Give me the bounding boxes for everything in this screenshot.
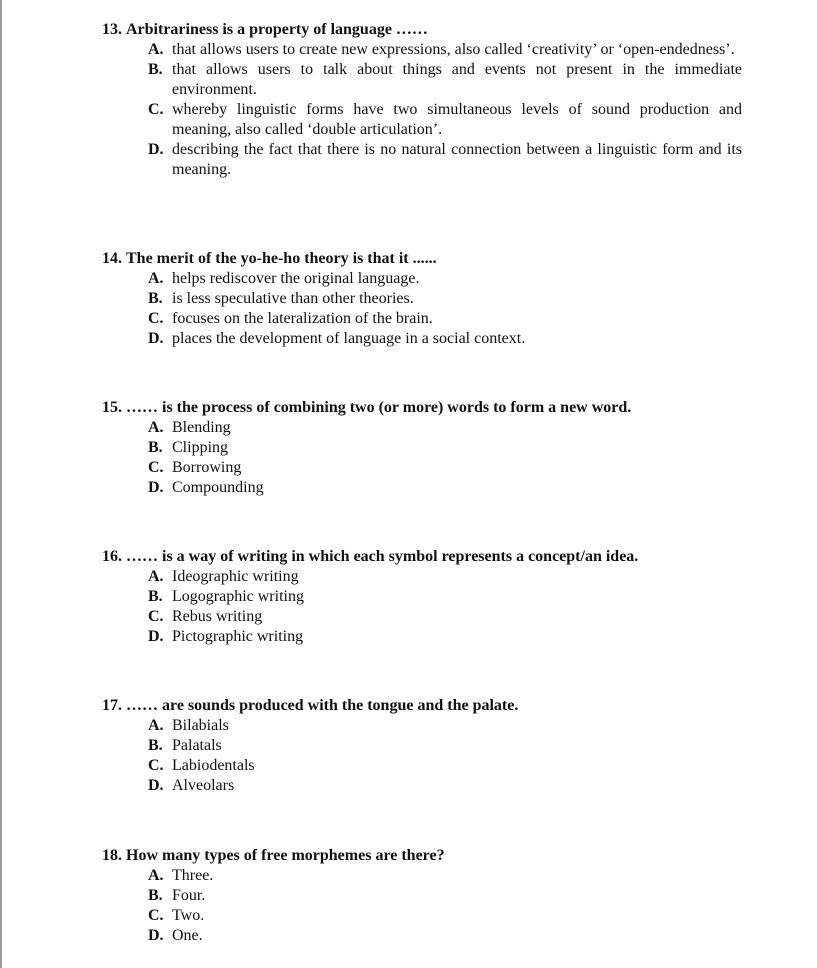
question-13 <box>102 20 742 180</box>
page-left-border <box>0 0 2 968</box>
option-letter: D. <box>148 479 164 496</box>
option-text: focuses on the lateralization of the brain. <box>172 310 433 327</box>
option-text: Borrowing <box>172 459 242 476</box>
option-d[interactable] <box>102 627 742 647</box>
question-stem <box>102 20 742 40</box>
option-d[interactable] <box>102 478 742 498</box>
option-text: describing the fact that there is no natural connection between a linguistic form and its meaning. <box>172 141 742 178</box>
option-b[interactable] <box>102 289 742 309</box>
option-text: is less speculative than other theories. <box>172 290 414 307</box>
question-text: …… is the process of combining two (or more) words to form a new word. <box>126 399 632 416</box>
question-number: 16. <box>102 548 122 565</box>
option-text: places the development of language in a social context. <box>172 330 526 347</box>
option-letter: D. <box>148 330 164 347</box>
question-stem <box>102 846 742 866</box>
question-18 <box>102 846 742 946</box>
options-list <box>102 716 742 796</box>
option-text: Ideographic writing <box>172 568 299 585</box>
option-c[interactable] <box>102 607 742 627</box>
option-b[interactable] <box>102 587 742 607</box>
option-letter: C. <box>148 608 164 625</box>
option-a[interactable] <box>102 567 742 587</box>
option-text: Pictographic writing <box>172 628 304 645</box>
option-c[interactable] <box>102 309 742 329</box>
option-text: Alveolars <box>172 777 235 794</box>
options-list <box>102 40 742 180</box>
question-14 <box>102 249 742 349</box>
option-a[interactable] <box>102 716 742 736</box>
option-letter: B. <box>148 61 163 78</box>
option-letter: A. <box>148 867 164 884</box>
option-text: helps rediscover the original language. <box>172 270 420 287</box>
option-letter: B. <box>148 737 163 754</box>
option-text: Four. <box>172 887 206 904</box>
option-letter: C. <box>148 310 164 327</box>
question-stem <box>102 547 742 567</box>
option-letter: A. <box>148 270 164 287</box>
question-stem <box>102 398 742 418</box>
option-text: One. <box>172 927 203 944</box>
question-text: How many types of free morphemes are there? <box>126 847 445 864</box>
option-text: Rebus writing <box>172 608 263 625</box>
option-b[interactable] <box>102 736 742 756</box>
question-17 <box>102 696 742 796</box>
question-text: The merit of the yo-he-ho theory is that it ...... <box>126 250 437 267</box>
option-text: Clipping <box>172 439 229 456</box>
option-text: Compounding <box>172 479 264 496</box>
option-d[interactable] <box>102 140 742 180</box>
option-d[interactable] <box>102 776 742 796</box>
option-a[interactable] <box>102 40 742 60</box>
option-letter: C. <box>148 459 164 476</box>
option-letter: C. <box>148 101 164 118</box>
option-c[interactable] <box>102 756 742 776</box>
option-a[interactable] <box>102 269 742 289</box>
question-stem <box>102 249 742 269</box>
option-c[interactable] <box>102 458 742 478</box>
option-text: that allows users to create new expressions, also called ‘creativity’ or ‘open-endedness’. <box>172 41 735 58</box>
question-15 <box>102 398 742 498</box>
option-letter: C. <box>148 907 164 924</box>
option-text: whereby linguistic forms have two simultaneous levels of sound production and meaning, also called ‘double articulation’. <box>172 101 742 138</box>
option-c[interactable] <box>102 100 742 140</box>
option-text: Blending <box>172 419 231 436</box>
question-text: …… is a way of writing in which each symbol represents a concept/an idea. <box>126 548 639 565</box>
option-letter: B. <box>148 588 163 605</box>
question-number: 14. <box>102 250 122 267</box>
option-letter: B. <box>148 290 163 307</box>
option-text: Palatals <box>172 737 222 754</box>
option-d[interactable] <box>102 329 742 349</box>
option-d[interactable] <box>102 926 742 946</box>
question-text: …… are sounds produced with the tongue and the palate. <box>126 697 519 714</box>
option-text: Logographic writing <box>172 588 304 605</box>
option-a[interactable] <box>102 866 742 886</box>
option-b[interactable] <box>102 438 742 458</box>
option-letter: C. <box>148 757 164 774</box>
options-list <box>102 567 742 647</box>
question-number: 15. <box>102 399 122 416</box>
option-b[interactable] <box>102 60 742 100</box>
question-number: 17. <box>102 697 122 714</box>
options-list <box>102 866 742 946</box>
option-letter: D. <box>148 628 164 645</box>
option-letter: D. <box>148 927 164 944</box>
option-text: that allows users to talk about things and events not present in the immediate environment. <box>172 61 742 98</box>
option-b[interactable] <box>102 886 742 906</box>
question-text: Arbitrariness is a property of language …… <box>126 21 428 38</box>
question-number: 13. <box>102 21 122 38</box>
option-letter: A. <box>148 41 164 58</box>
option-letter: A. <box>148 419 164 436</box>
option-text: Two. <box>172 907 205 924</box>
option-letter: A. <box>148 568 164 585</box>
option-letter: B. <box>148 439 163 456</box>
option-a[interactable] <box>102 418 742 438</box>
question-number: 18. <box>102 847 122 864</box>
option-text: Labiodentals <box>172 757 255 774</box>
options-list <box>102 269 742 349</box>
option-letter: D. <box>148 141 164 158</box>
option-letter: B. <box>148 887 163 904</box>
option-text: Bilabials <box>172 717 229 734</box>
options-list <box>102 418 742 498</box>
option-letter: D. <box>148 777 164 794</box>
question-16 <box>102 547 742 647</box>
option-c[interactable] <box>102 906 742 926</box>
question-stem <box>102 696 742 716</box>
option-text: Three. <box>172 867 214 884</box>
option-letter: A. <box>148 717 164 734</box>
